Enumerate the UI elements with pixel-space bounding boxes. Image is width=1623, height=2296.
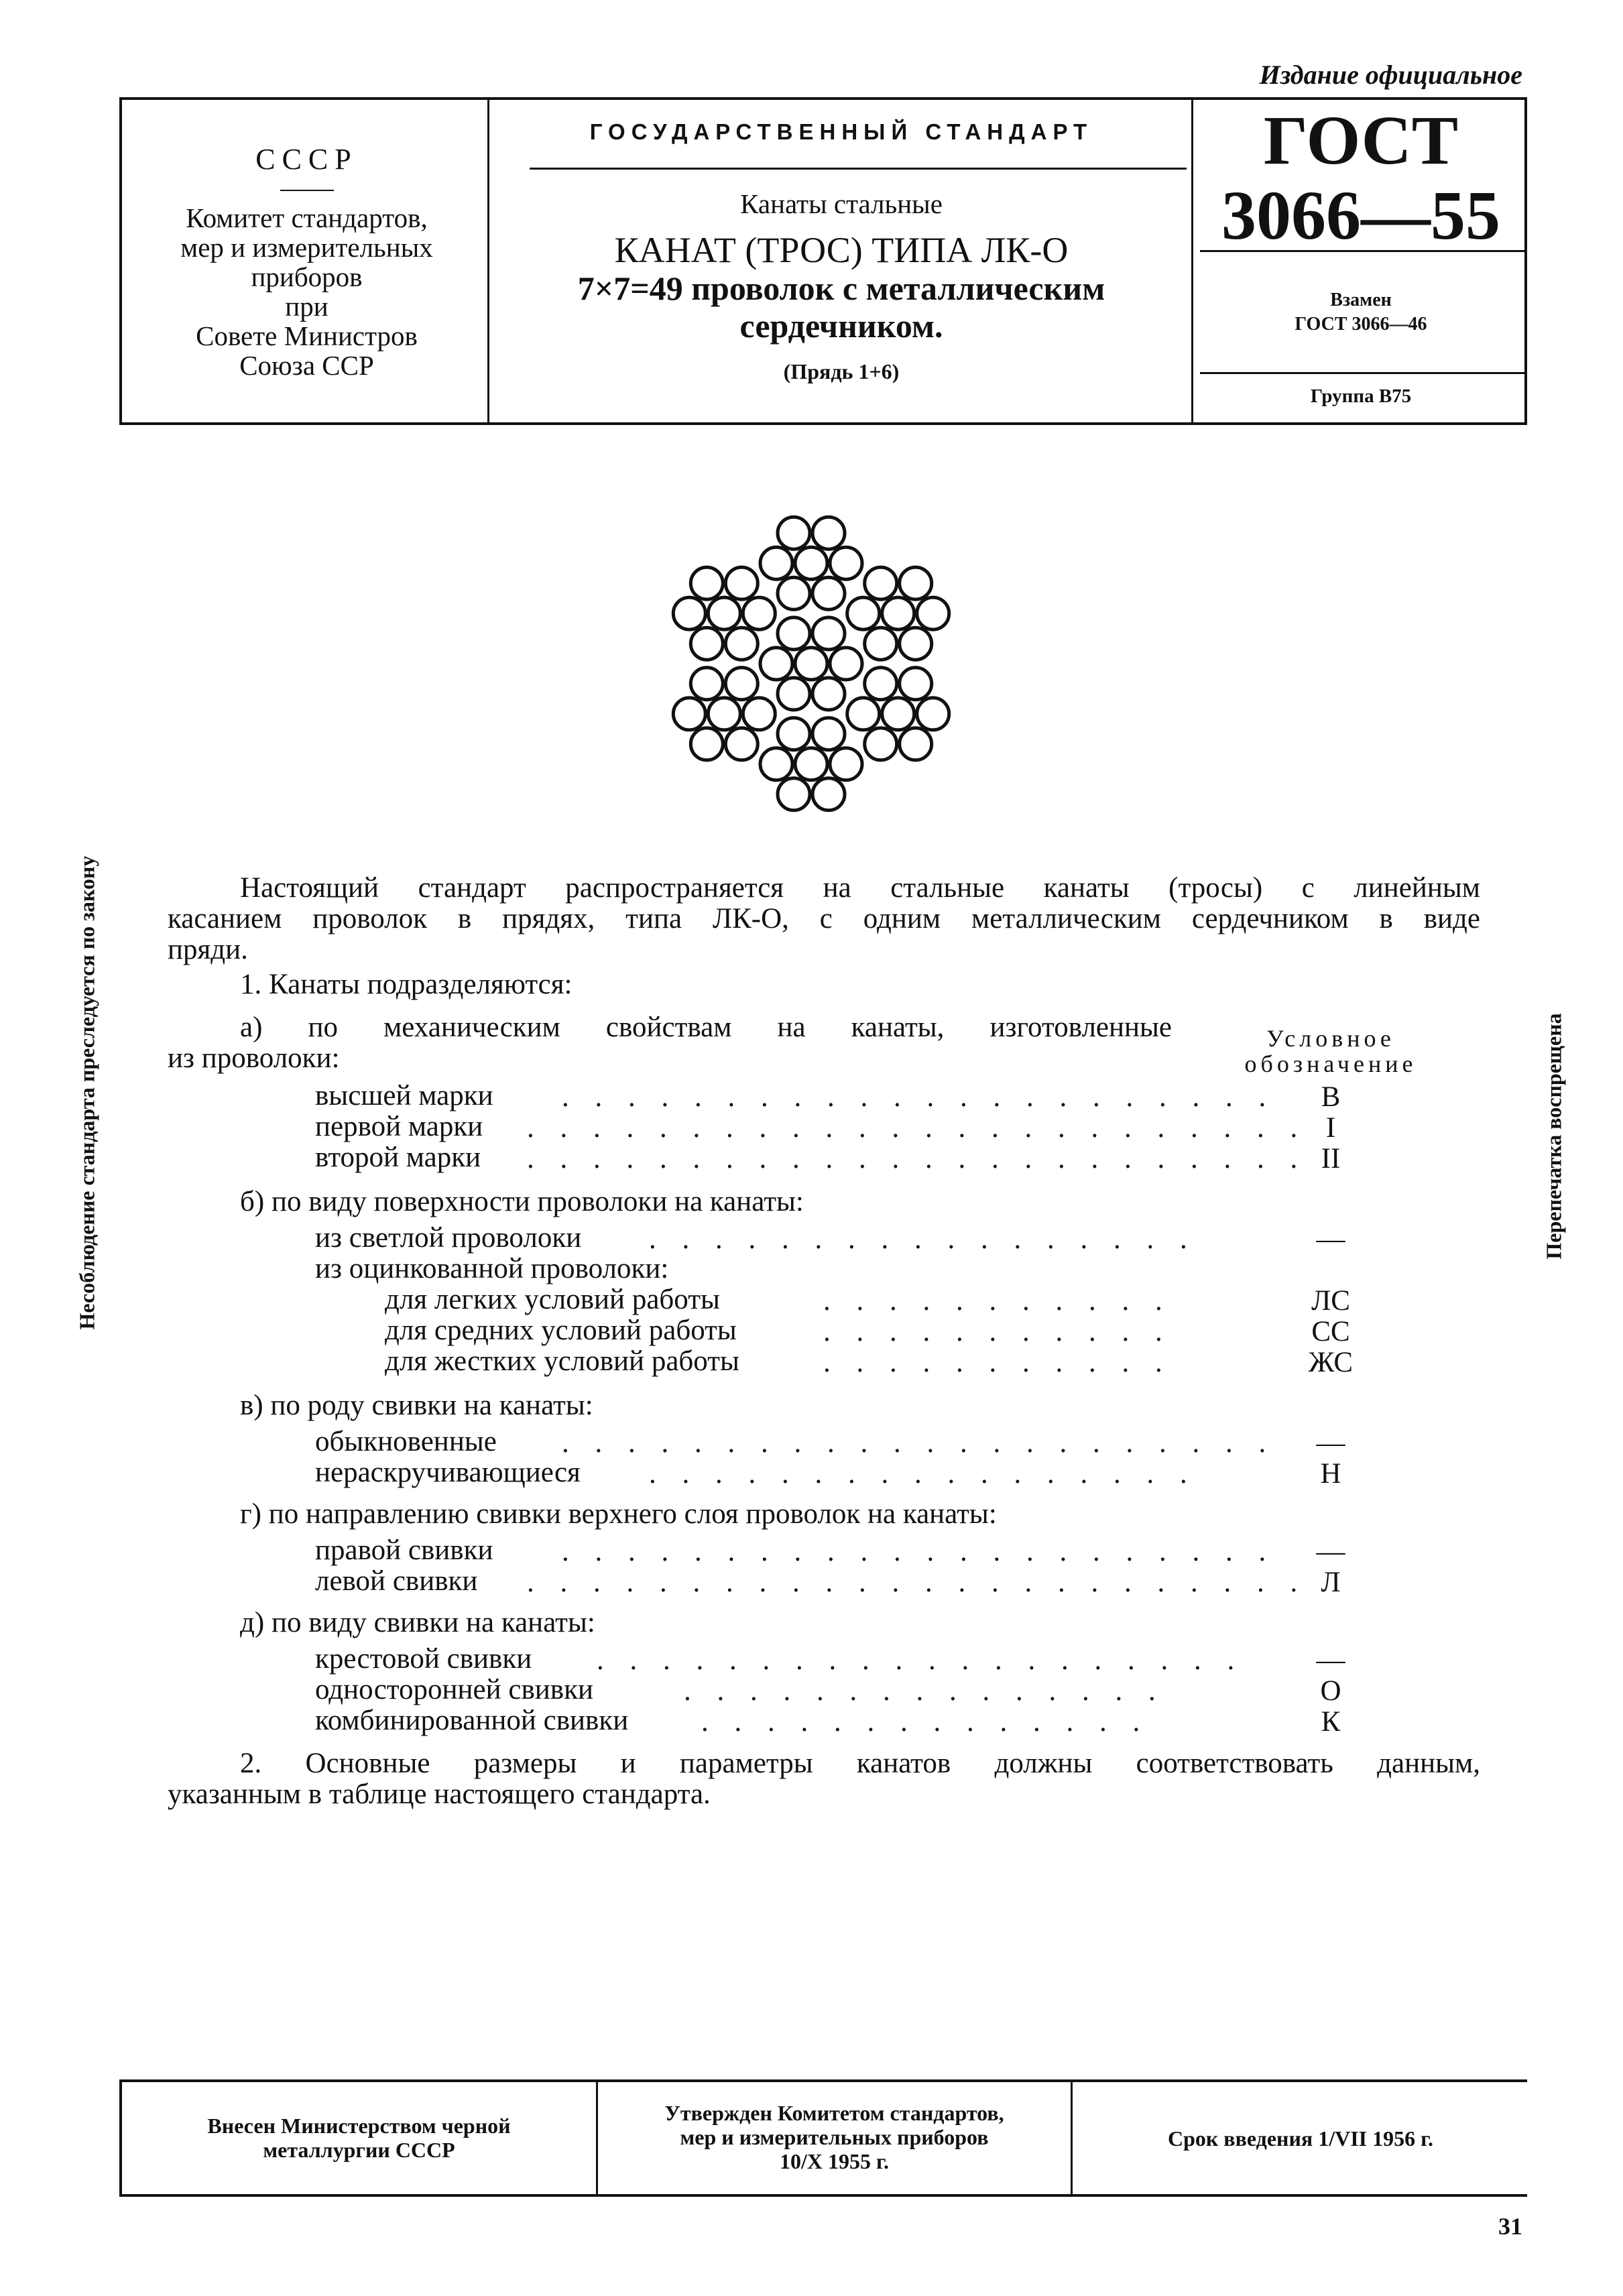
org-line: Союза ССР xyxy=(239,350,374,381)
wire-circle xyxy=(760,547,792,579)
wire-circle xyxy=(813,517,845,549)
wire-circle xyxy=(795,648,827,680)
dot-leader: . . . . . . . . . . . . . . . . . . . . . . . . xyxy=(527,1143,1307,1174)
right-margin-note: Перепечатка воспрещена xyxy=(1541,1013,1566,1260)
wire-circle xyxy=(900,567,932,599)
dot-leader: . . . . . . . . . . . xyxy=(823,1285,1172,1317)
list-item-label: левой свивки xyxy=(315,1565,478,1597)
wire-circle xyxy=(778,778,810,810)
org-line: Совете Министров xyxy=(196,320,418,351)
document-title-line2: 7×7=49 проволок с металлическим xyxy=(577,269,1105,307)
list-item-label: для средних условий работы xyxy=(385,1315,737,1346)
list-item-label: односторонней свивки xyxy=(315,1674,594,1705)
org-line: приборов xyxy=(251,261,363,292)
group-a-title-cont: из проволоки: xyxy=(168,1042,340,1074)
group-a-title: а) по механическим свойствам на канаты, изготовленные xyxy=(240,1012,1172,1043)
footer-top-border xyxy=(119,2079,1527,2082)
strand-note: (Прядь 1+6) xyxy=(783,359,900,383)
code-value: ЖС xyxy=(1308,1347,1354,1378)
document-title-line3: сердечником. xyxy=(739,307,943,345)
wire-circle xyxy=(778,577,810,609)
wire-circle xyxy=(708,597,740,629)
group-d-title: д) по виду свивки на канаты: xyxy=(240,1607,595,1638)
list-item-label: обыкновенные xyxy=(315,1426,497,1457)
wire-circle xyxy=(830,547,862,579)
list-item-label: из светлой проволоки xyxy=(315,1222,582,1254)
wire-circle xyxy=(743,597,775,629)
wire-circle xyxy=(900,728,932,760)
group-b-galv-title: из оцинкованной проволоки: xyxy=(315,1253,669,1284)
code-value: — xyxy=(1316,1427,1345,1459)
wire-circle xyxy=(778,678,810,710)
header-top-border xyxy=(119,97,1527,100)
intro-line: Настоящий стандарт распространяется на стальные канаты (тросы) с линейным xyxy=(240,872,1480,904)
document-title: КАНАТ (ТРОС) ТИПА ЛК-О xyxy=(614,230,1069,270)
wire-circle xyxy=(778,517,810,549)
footer-approved-line2: мер и измерительных приборов xyxy=(680,2125,989,2149)
wire-circle xyxy=(743,698,775,730)
footer-introduced xyxy=(122,2114,596,2162)
intro-line: касанием проволок в прядях, типа ЛК-О, с одним металлическим сердечником в виде xyxy=(168,903,1480,934)
footer-introduced-line1: Внесен Министерством черной xyxy=(207,2114,511,2138)
header-title-block xyxy=(489,101,1193,422)
header-left-border xyxy=(119,97,122,425)
wire-circle xyxy=(690,728,723,760)
wire-circle xyxy=(813,778,845,810)
gost-label: ГОСТ xyxy=(1263,102,1459,179)
list-item-label: высшей марки xyxy=(315,1080,493,1111)
wire-circle xyxy=(813,678,845,710)
dot-leader: . . . . . . . . . . . xyxy=(823,1316,1172,1347)
replaces-number: ГОСТ 3066—46 xyxy=(1295,314,1427,335)
code-value: Н xyxy=(1320,1458,1341,1490)
code-value: Л xyxy=(1321,1567,1341,1598)
wire-circle xyxy=(690,627,723,660)
code-value: СС xyxy=(1311,1316,1350,1347)
wire-circle xyxy=(900,668,932,700)
rope-cross-section-diagram xyxy=(664,509,959,818)
wire-circle xyxy=(795,547,827,579)
wire-circle xyxy=(917,698,949,730)
group-code: Группа В75 xyxy=(1310,385,1412,407)
code-header-line1: Условное xyxy=(1266,1025,1395,1052)
code-value: ЛС xyxy=(1311,1285,1350,1317)
intro-line: пряди. xyxy=(168,934,248,965)
dot-leader: . . . . . . . . . . . xyxy=(823,1347,1172,1378)
list-item-label: крестовой свивки xyxy=(315,1643,532,1675)
wire-circle xyxy=(813,577,845,609)
wire-circle xyxy=(725,728,758,760)
footer-approved xyxy=(598,2101,1071,2173)
wire-circle xyxy=(673,597,705,629)
dot-leader: . . . . . . . . . . . . . . . . . . . . . . . . xyxy=(527,1112,1307,1144)
wire-circle xyxy=(865,627,897,660)
group-b-title: б) по виду поверхности проволоки на канаты: xyxy=(240,1186,804,1217)
wire-circle xyxy=(865,668,897,700)
wire-circle xyxy=(778,718,810,750)
list-item-label: комбинированной свивки xyxy=(315,1705,629,1736)
wire-circle xyxy=(813,718,845,750)
wire-circle xyxy=(690,567,723,599)
group-v-title: в) по роду свивки на канаты: xyxy=(240,1390,593,1421)
wire-circle xyxy=(847,597,880,629)
section-2-line: указанным в таблице настоящего стандарта. xyxy=(168,1778,711,1810)
wire-circle xyxy=(725,567,758,599)
country-label: СССР xyxy=(255,143,358,176)
wire-circle xyxy=(917,597,949,629)
list-item-label: для жестких условий работы xyxy=(385,1345,739,1377)
list-item-label: для легких условий работы xyxy=(385,1284,720,1315)
org-line: Комитет стандартов, xyxy=(186,202,428,233)
wire-circle xyxy=(778,617,810,650)
left-margin-note: Несоблюдение стандарта преследуется по закону xyxy=(74,855,99,1330)
gost-number: 3066—55 xyxy=(1221,177,1500,254)
list-item-label: первой марки xyxy=(315,1111,483,1142)
wire-circle xyxy=(795,748,827,780)
org-line: при xyxy=(285,291,328,322)
wire-circle xyxy=(760,648,792,680)
wire-circle xyxy=(865,728,897,760)
code-value: — xyxy=(1316,1536,1345,1567)
code-value: I xyxy=(1325,1112,1336,1144)
country-rule xyxy=(280,190,334,191)
org-line: мер и измерительных xyxy=(180,232,433,263)
footer-approved-line3: 10/X 1955 г. xyxy=(780,2149,889,2173)
code-header-line2: обозначение xyxy=(1244,1050,1417,1077)
list-item-label: правой свивки xyxy=(315,1534,493,1566)
wire-circle xyxy=(900,627,932,660)
wire-circle xyxy=(865,567,897,599)
wire-circle xyxy=(882,698,914,730)
dot-leader: . . . . . . . . . . . . . . xyxy=(701,1706,1150,1738)
wire-circle xyxy=(725,668,758,700)
dot-leader: . . . . . . . . . . . . . . . . . . . . xyxy=(597,1644,1244,1676)
dot-leader: . . . . . . . . . . . . . . . . . . . . . . xyxy=(562,1536,1276,1567)
replaces-label: Взамен xyxy=(1330,290,1392,310)
wire-circle xyxy=(830,748,862,780)
header-issuer xyxy=(124,101,489,422)
wire-circle xyxy=(708,698,740,730)
header-gost-block xyxy=(1193,101,1528,422)
edition-note: Издание официальное xyxy=(1259,60,1522,90)
list-item-label: второй марки xyxy=(315,1142,481,1173)
group-g-title: г) по направлению свивки верхнего слоя проволок на канаты: xyxy=(240,1498,997,1530)
code-value: В xyxy=(1321,1081,1341,1113)
dot-leader: . . . . . . . . . . . . . . . . . . . . . . xyxy=(562,1081,1276,1113)
header-bottom-border xyxy=(119,422,1527,425)
footer-introduced-line2: металлургии СССР xyxy=(263,2138,455,2162)
dot-leader: . . . . . . . . . . . . . . . . . . . . . . xyxy=(562,1427,1276,1459)
code-value: — xyxy=(1316,1223,1345,1255)
code-value: II xyxy=(1321,1143,1341,1174)
wire-circle xyxy=(725,627,758,660)
document-subtitle: Канаты стальные xyxy=(740,188,943,219)
footer-effective-date: Срок введения 1/VII 1956 г. xyxy=(1167,2126,1434,2151)
code-value: — xyxy=(1316,1644,1345,1676)
dot-leader: . . . . . . . . . . . . . . . . . xyxy=(649,1223,1197,1255)
wire-circle xyxy=(760,748,792,780)
wire-circle xyxy=(830,648,862,680)
footer-approved-line1: Утвержден Комитетом стандартов, xyxy=(664,2101,1004,2125)
wire-circle xyxy=(847,698,880,730)
code-value: К xyxy=(1321,1706,1341,1738)
footer-bottom-border xyxy=(119,2194,1527,2197)
wire-circle xyxy=(882,597,914,629)
dot-leader: . . . . . . . . . . . . . . . . . . . . . . . . xyxy=(527,1567,1307,1598)
code-value: О xyxy=(1320,1675,1341,1707)
dot-leader: . . . . . . . . . . . . . . . . . xyxy=(649,1458,1197,1490)
wire-circle xyxy=(673,698,705,730)
list-item-label: нераскручивающиеся xyxy=(315,1457,581,1488)
section-2-line: 2. Основные размеры и параметры канатов должны соответствовать данным, xyxy=(240,1748,1480,1779)
page-number: 31 xyxy=(1498,2213,1522,2240)
dot-leader: . . . . . . . . . . . . . . . xyxy=(684,1675,1165,1707)
section-1-title: 1. Канаты подразделяются: xyxy=(240,969,573,1000)
state-standard-label: ГОСУДАРСТВЕННЫЙ СТАНДАРТ xyxy=(589,119,1093,144)
wire-circle xyxy=(690,668,723,700)
wire-circle xyxy=(813,617,845,650)
